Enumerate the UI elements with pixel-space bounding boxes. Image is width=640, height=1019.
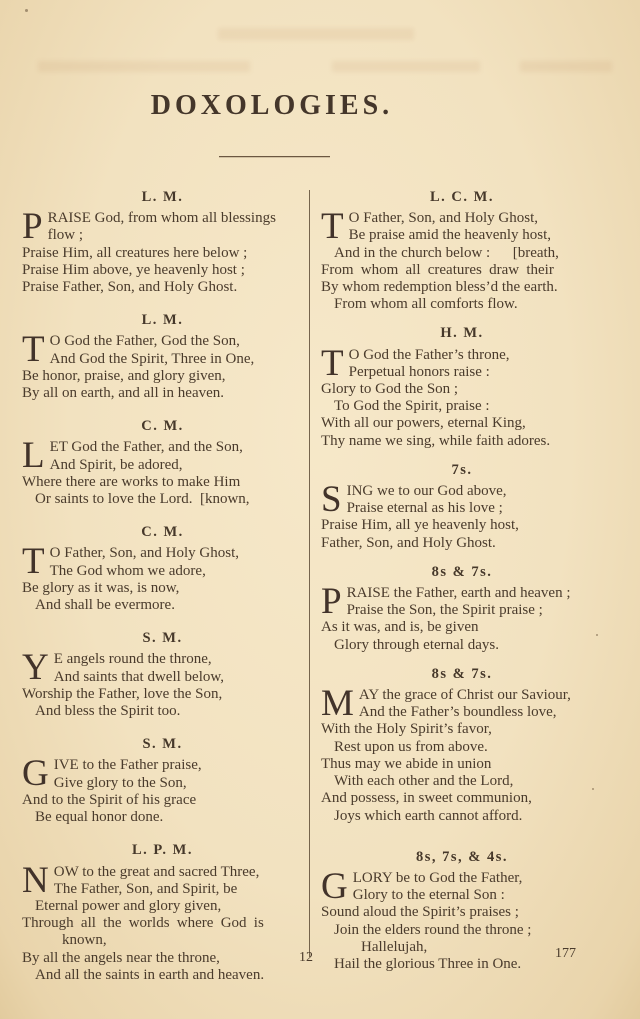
verse [321, 683, 603, 825]
meter-heading: L. C. M. [430, 189, 494, 205]
verse-line: LORY be to God the Father, [352, 869, 523, 886]
verse-line: By whom redemption bless’d the earth. [321, 279, 558, 296]
verse-line: O Father, Son, and Holy Ghost, [348, 210, 538, 227]
bleed-through-ghost [218, 28, 414, 40]
verse-line: With the Holy Spirit’s favor, [321, 721, 492, 738]
hymn [22, 312, 303, 402]
verse-line: Be praise amid the heavenly host, [348, 227, 552, 244]
verse-line: Or saints to love the Lord. [known, [35, 491, 250, 508]
verse [22, 329, 303, 402]
paper-speck [25, 9, 28, 12]
hymn [22, 736, 303, 826]
hymn [22, 524, 303, 614]
meter-heading: L. M. [141, 312, 184, 329]
verse [22, 541, 303, 614]
verse-line: Eternal power and glory given, [35, 897, 222, 914]
verse-line: And in the church below : [breath, [334, 244, 559, 261]
drop-cap: T [22, 541, 45, 583]
verse-line: Praise Father, Son, and Holy Ghost. [22, 279, 238, 296]
meter-heading: 7s. [451, 461, 473, 478]
verse-line: From whom all creatures draw their [321, 261, 554, 278]
drop-cap: N [22, 859, 49, 901]
hymn [321, 666, 603, 825]
meter-heading: C. M. [141, 524, 184, 541]
drop-cap: Y [22, 647, 49, 689]
verse-line: RAISE God, from whom all blessings [47, 210, 276, 227]
right-column [321, 189, 603, 973]
hymn [22, 842, 303, 984]
drop-cap: L [22, 435, 45, 477]
verse-line: Give glory to the Son, [53, 774, 187, 791]
verse [22, 435, 303, 508]
meter-heading: 8s & 7s. [431, 563, 493, 580]
verse-line: ET God the Father, and the Son, [49, 439, 243, 456]
verse-line: And all the saints in earth and heaven. [35, 966, 265, 983]
drop-cap: P [321, 581, 342, 623]
verse-line: From whom all comforts flow. [334, 296, 518, 313]
verse-line: Praise Him, all creatures here below ; [22, 244, 248, 261]
verse-line: Praise eternal as his love ; [346, 500, 503, 517]
verse [321, 206, 603, 313]
verse-line: And the Father’s boundless love, [358, 704, 557, 721]
verse-line: As it was, and is, be given [321, 619, 479, 636]
drop-cap: T [321, 342, 344, 384]
verse-line: And shall be evermore. [35, 597, 175, 614]
verse-line: And bless the Spirit too. [35, 703, 181, 720]
verse [22, 206, 303, 296]
verse [321, 581, 603, 654]
verse [22, 859, 303, 984]
meter-heading: L. M. [141, 189, 184, 205]
verse-line: The God whom we adore, [49, 562, 206, 579]
verse-line: O God the Father, God the Son, [49, 333, 240, 350]
drop-cap: G [22, 753, 49, 795]
drop-cap: M [321, 683, 354, 725]
column-divider [309, 190, 310, 957]
verse-line: OW to the great and sacred Three, [53, 863, 260, 880]
meter-heading: H. M. [440, 325, 484, 342]
verse-line: With each other and the Lord, [334, 773, 514, 790]
verse-line: Be glory as it was, is now, [22, 579, 180, 596]
verse [321, 342, 603, 450]
signature-number: 12 [299, 950, 313, 965]
verse-line: The Father, Son, and Spirit, be [53, 880, 238, 897]
meter-heading: 8s & 7s. [431, 665, 493, 682]
verse-line: E angels round the throne, [53, 651, 212, 668]
verse-line: Praise Him above, ye heavenly host ; [22, 261, 245, 278]
meter-heading: S. M. [142, 630, 183, 647]
meter-heading: L. P. M. [131, 842, 193, 859]
verse-line: Praise Him, all ye heavenly host, [321, 517, 519, 534]
verse-line: Sound aloud the Spirit’s praises ; [321, 904, 519, 921]
verse-line: And to the Spirit of his grace [22, 791, 197, 808]
verse-line: Hallelujah, [361, 938, 428, 955]
page-number: 177 [555, 946, 576, 961]
page-title: DOXOLOGIES. [150, 90, 394, 121]
verse-line: Father, Son, and Holy Ghost. [321, 534, 496, 551]
bleed-through-ghost [520, 61, 612, 72]
verse-line: By all the angels near the throne, [22, 949, 220, 966]
verse [22, 647, 303, 720]
verse-line: O Father, Son, and Holy Ghost, [49, 545, 239, 562]
verse-line: And Spirit, be adored, [49, 456, 183, 473]
verse-line: To God the Spirit, praise : [334, 398, 490, 415]
verse-line: IVE to the Father praise, [53, 757, 202, 774]
verse-line: Join the elders round the throne ; [334, 921, 532, 938]
verse-line: And God the Spirit, Three in One, [49, 350, 255, 367]
verse-line: Glory to God the Son ; [321, 381, 459, 398]
left-column [22, 189, 303, 984]
verse-line: RAISE the Father, earth and heaven ; [346, 585, 571, 602]
verse-line: O God the Father’s throne, [348, 346, 510, 363]
drop-cap: G [321, 865, 348, 907]
verse-line: Joys which earth cannot afford. [334, 807, 523, 824]
verse-line: flow ; [47, 227, 83, 244]
verse-line: With all our powers, eternal King, [321, 415, 526, 432]
verse-line: Where there are works to make Him [22, 473, 241, 490]
drop-cap: P [22, 206, 43, 248]
meter-heading: S. M. [142, 736, 183, 753]
drop-cap: T [22, 329, 45, 371]
verse-line: Rest upon us from above. [334, 738, 488, 755]
verse [321, 479, 603, 552]
verse-line: By all on earth, and all in heaven. [22, 385, 225, 402]
verse-line: Glory to the eternal Son : [352, 887, 505, 904]
hymn [321, 325, 603, 449]
verse-line: And possess, in sweet communion, [321, 790, 532, 807]
drop-cap: S [321, 479, 342, 521]
verse-line: AY the grace of Christ our Saviour, [358, 687, 571, 704]
verse-line: And saints that dwell below, [53, 668, 224, 685]
verse-line: Worship the Father, love the Son, [22, 685, 223, 702]
hymn [321, 189, 603, 313]
verse-line: Be honor, praise, and glory given, [22, 367, 226, 384]
verse-line: Glory through eternal days. [334, 636, 499, 653]
verse-line: ING we to our God above, [346, 483, 507, 500]
title-rule [219, 156, 330, 157]
bleed-through-ghost [38, 61, 250, 72]
verse-line: Be equal honor done. [35, 809, 164, 826]
verse-line: Praise the Son, the Spirit praise ; [346, 602, 543, 619]
hymn [22, 418, 303, 508]
hymn [321, 564, 603, 654]
hymn [22, 189, 303, 296]
meter-heading: C. M. [141, 418, 184, 435]
hymn [321, 462, 603, 552]
verse-line: known, [62, 932, 107, 949]
verse-line: Thus may we abide in union [321, 755, 492, 772]
hymn [22, 630, 303, 720]
verse-line: Thy name we sing, while faith adores. [321, 432, 551, 449]
verse-line: Perpetual honors raise : [348, 363, 490, 380]
verse [22, 753, 303, 826]
verse-line: Through all the worlds where God is [22, 915, 264, 932]
verse-line: Hail the glorious Three in One. [334, 955, 522, 972]
meter-heading: 8s, 7s, & 4s. [415, 848, 508, 865]
drop-cap: T [321, 206, 344, 248]
bleed-through-ghost [332, 61, 480, 72]
